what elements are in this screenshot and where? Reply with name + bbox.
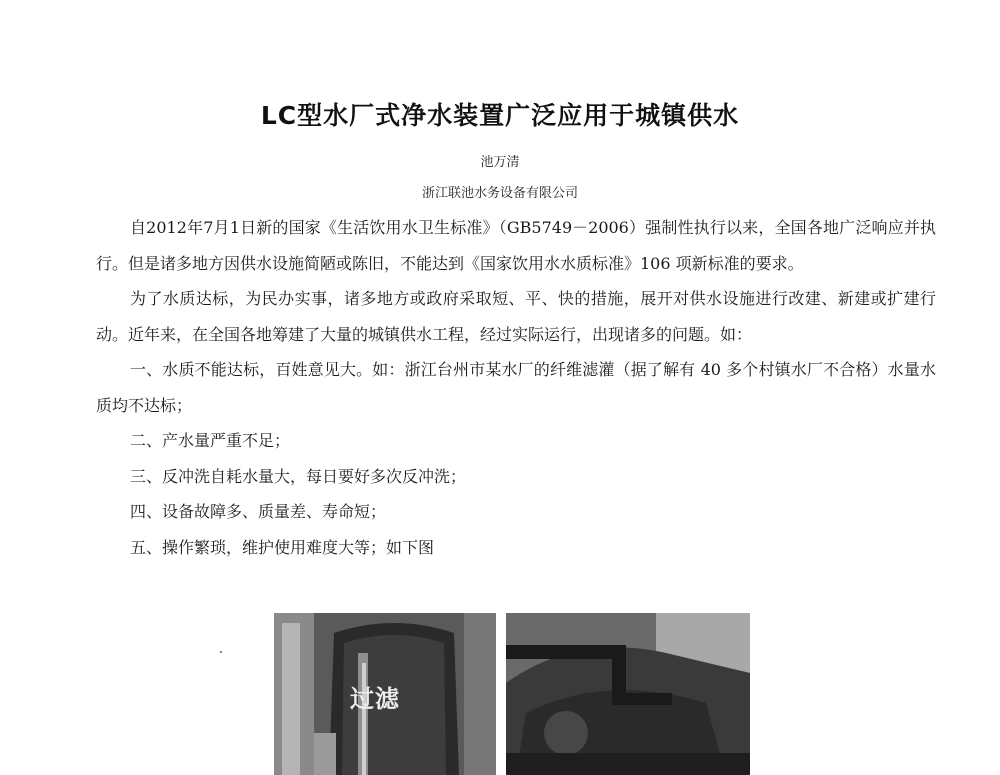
problem-item-4: 四、设备故障多、质量差、寿命短；: [130, 502, 387, 521]
article-title: LC型水厂式净水装置广泛应用于城镇供水: [260, 101, 740, 130]
problem-item-3: 三、反冲洗自耗水量大，每日要好多次反冲洗；: [130, 466, 467, 486]
corroded-pipe-photo: [506, 613, 750, 775]
article-body: [96, 210, 936, 565]
filter-tank-photo: [274, 613, 496, 775]
filter-tank-label: 过滤: [350, 685, 400, 713]
scan-speck: [220, 651, 222, 653]
problem-item-2: 二、产水量严重不足；: [130, 431, 291, 450]
paragraph-intro: 自2012年7月1日新的国家《生活饮用水卫生标准》（GB5749－2006）强制性执行以来，全国各地广泛响应并执行。但是诸多地方因供水设施简陋或陈旧，不能达到《国家饮用水水质标准》106 项新标准的要求。: [96, 218, 936, 273]
author-name: 池万清: [480, 155, 520, 170]
problem-item-5: 五、操作繁琐，维护使用难度大等；如下图: [130, 537, 435, 557]
author-affiliation: 浙江联池水务设备有限公司: [421, 186, 578, 201]
problem-item-1: 一、水质不能达标，百姓意见大。如：浙江台州市某水厂的纤维滤灌（据了解有 40 多个村镇水厂不合格）水量水质均不达标；: [96, 360, 936, 415]
corroded-pipe-image: [506, 613, 750, 775]
paragraph-measures: 为了水质达标，为民办实事，诸多地方或政府采取短、平、快的措施，展开对供水设施进行改建、新建或扩建行动。近年来，在全国各地筹建了大量的城镇供水工程，经过实际运行，出现诸多的问题。如：: [96, 289, 936, 344]
